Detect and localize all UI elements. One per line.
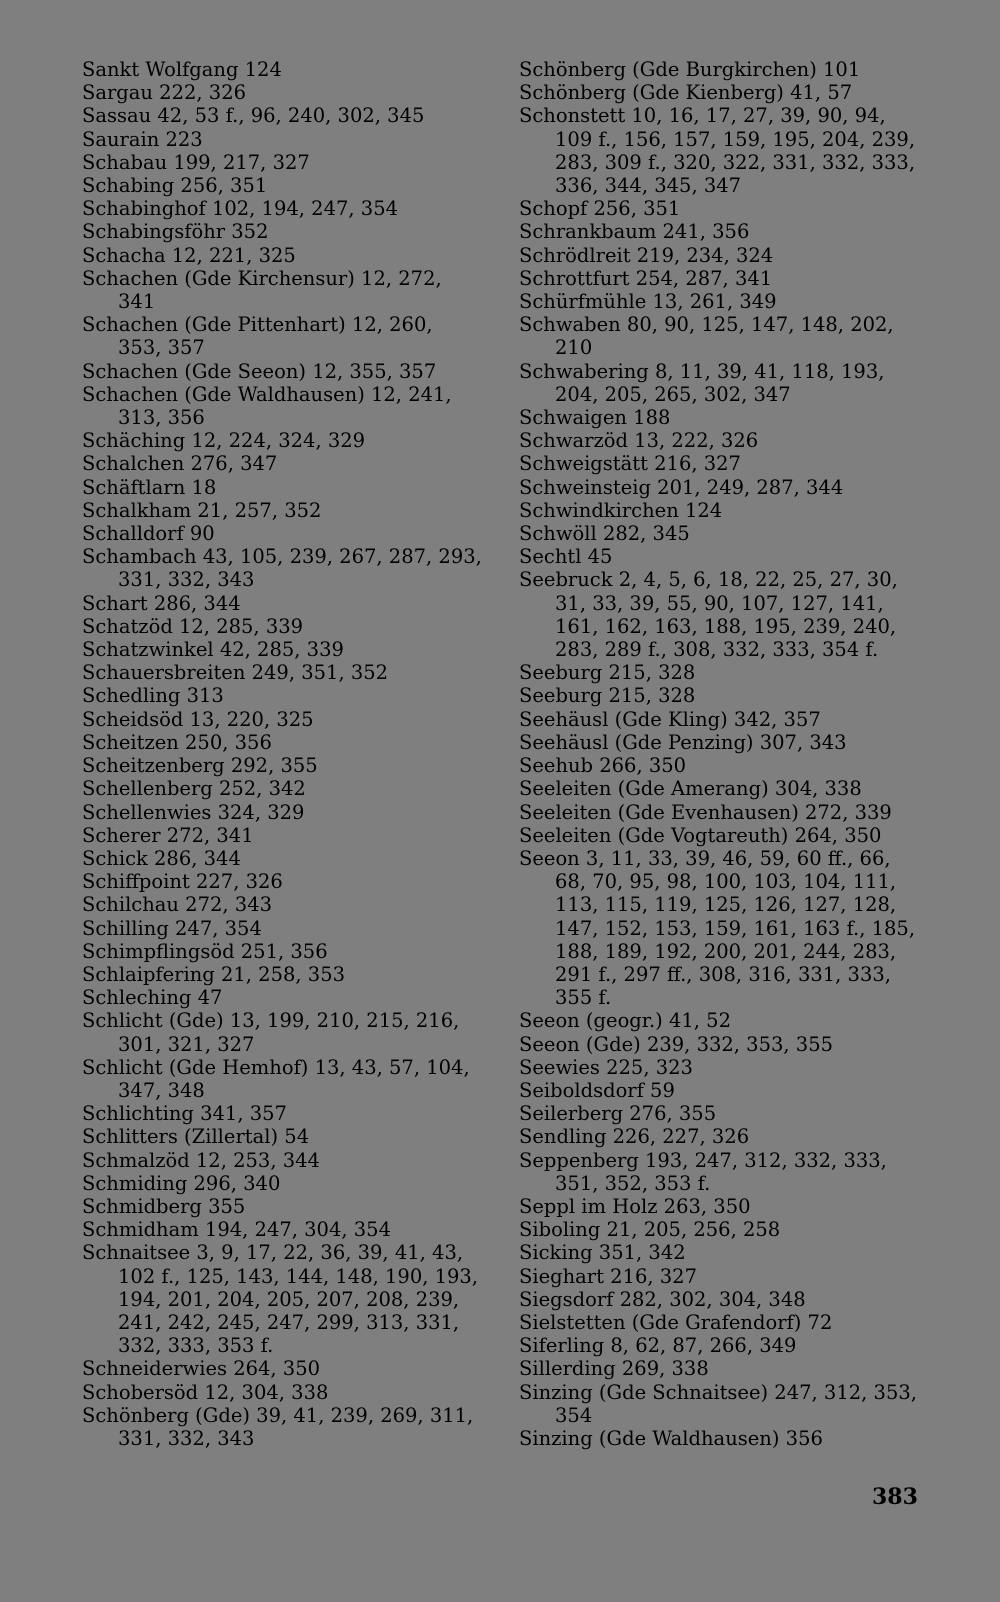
index-entry: Schlaipfering 21, 258, 353: [82, 962, 346, 986]
index-entry: Schwaigen 188: [519, 406, 671, 430]
index-entry: Schellenwies 324, 329: [82, 800, 305, 824]
index-entry: Schonstett 10, 16, 17, 27, 39, 90, 94, 109 f., 156, 157, 159, 195, 204, 239, 283, 309 f., 320, 322, 331, 332, 333, 336, 344, 345, 347: [519, 104, 916, 198]
index-entry: Schabingsföhr 352: [82, 220, 269, 244]
index-entry: Sielstetten (Gde Grafendorf) 72: [519, 1310, 833, 1334]
index-entry: Sinzing (Gde Waldhausen) 356: [519, 1426, 823, 1450]
index-entry: Schäching 12, 224, 324, 329: [82, 429, 366, 453]
index-entry: Schedling 313: [82, 684, 224, 708]
index-entry: Seiboldsdorf 59: [519, 1078, 675, 1102]
index-entry: Scheitzen 250, 356: [82, 730, 272, 754]
index-entry: Schabinghof 102, 194, 247, 354: [82, 197, 399, 221]
index-entry: Schlitters (Zillertal) 54: [82, 1125, 310, 1149]
index-entry: Sicking 351, 342: [519, 1241, 686, 1265]
index-entry: Schimpflingsöd 251, 356: [82, 939, 328, 963]
index-entry: Schwarzöd 13, 222, 326: [519, 429, 759, 453]
index-entry: Schmidham 194, 247, 304, 354: [82, 1218, 391, 1242]
index-column-right: [519, 58, 919, 1450]
index-entry: Sassau 42, 53 f., 96, 240, 302, 345: [82, 104, 425, 128]
index-entry: Schweigstätt 216, 327: [519, 452, 741, 476]
index-entry: Seeon 3, 11, 33, 39, 46, 59, 60 ff., 66, 68, 70, 95, 98, 100, 103, 104, 111, 113, 115, 119, 125, 126, 127, 128, 147, 152, 153, 159, 161, 163 f., 185, 188, 189, 192, 200, 201, 244, 283, 291 f., 297 ff., 308, 316, 331, 333, 355 f.: [519, 846, 916, 1010]
index-entry: Schmalzöd 12, 253, 344: [82, 1148, 320, 1172]
index-entry: Schönberg (Gde Kienberg) 41, 57: [519, 81, 853, 105]
index-entry: Schachen (Gde Waldhausen) 12, 241, 313, 356: [82, 382, 452, 430]
index-entry: Schwöll 282, 345: [519, 522, 690, 546]
index-entry: Schatzwinkel 42, 285, 339: [82, 638, 344, 662]
index-entry: Siferling 8, 62, 87, 266, 349: [519, 1334, 797, 1358]
index-entry: Schachen (Gde Pittenhart) 12, 260, 353, 357: [82, 313, 433, 360]
index-entry: Scheidsöd 13, 220, 325: [82, 707, 314, 731]
index-entry: Seeleiten (Gde Amerang) 304, 338: [519, 777, 862, 801]
index-entry: Schacha 12, 221, 325: [82, 243, 296, 267]
index-entry: Seebruck 2, 4, 5, 6, 18, 22, 25, 27, 30, 31, 33, 39, 55, 90, 107, 127, 141, 161, 162, 163, 188, 195, 239, 240, 283, 289 f., 308, 332, 333, 354 f.: [519, 568, 898, 662]
index-entry: Sankt Wolfgang 124: [82, 58, 282, 81]
index-entry: Schönberg (Gde Burgkirchen) 101: [519, 58, 861, 81]
index-entry: Schachen (Gde Seeon) 12, 355, 357: [82, 359, 437, 383]
index-entry: Schambach 43, 105, 239, 267, 287, 293, 331, 332, 343: [82, 545, 482, 592]
index-entry: Schweinsteig 201, 249, 287, 344: [519, 475, 844, 499]
index-entry: Schönberg (Gde) 39, 41, 239, 269, 311, 331, 332, 343: [82, 1403, 474, 1450]
index-entry: Siboling 21, 205, 256, 258: [519, 1218, 781, 1242]
index-entry: Saurain 223: [82, 127, 203, 151]
index-entry: Schachen (Gde Kirchensur) 12, 272, 341: [82, 266, 442, 314]
index-entry: Sinzing (Gde Schnaitsee) 247, 312, 353, 354: [519, 1380, 917, 1427]
index-entry: Schlichting 341, 357: [82, 1102, 287, 1126]
index-entry: Schwindkirchen 124: [519, 498, 723, 522]
index-entry: Siegsdorf 282, 302, 304, 348: [519, 1287, 806, 1311]
index-entry: Schalldorf 90: [82, 522, 215, 546]
page-number: 383: [872, 1484, 918, 1510]
index-entry: Seehäusl (Gde Penzing) 307, 343: [519, 730, 847, 754]
index-entry: Schick 286, 344: [82, 846, 241, 870]
index-entry: Schauersbreiten 249, 351, 352: [82, 661, 389, 685]
index-entry: Schürfmühle 13, 261, 349: [519, 290, 777, 314]
index-entry: Schneiderwies 264, 350: [82, 1357, 321, 1381]
index-entry: Schopf 256, 351: [519, 197, 681, 221]
index-entry: Sendling 226, 227, 326: [519, 1125, 750, 1149]
index-entry: Sechtl 45: [519, 545, 613, 569]
index-entry: Schellenberg 252, 342: [82, 777, 306, 801]
index-entry: Schalkham 21, 257, 352: [82, 498, 322, 522]
index-entry: Schalchen 276, 347: [82, 452, 278, 476]
index-entry: Schwaben 80, 90, 125, 147, 148, 202, 210: [519, 313, 894, 360]
index-entry: Schwabering 8, 11, 39, 41, 118, 193, 204, 205, 265, 302, 347: [519, 359, 885, 406]
index-entry: Schart 286, 344: [82, 591, 241, 615]
index-column-left: [82, 58, 482, 1450]
index-entry: Sieghart 216, 327: [519, 1264, 697, 1288]
index-entry: Schilchau 272, 343: [82, 893, 273, 917]
index-entry: Seppenberg 193, 247, 312, 332, 333, 351, 352, 353 f.: [519, 1148, 887, 1195]
index-entry: Scherer 272, 341: [82, 823, 254, 847]
index-entry: Schatzöd 12, 285, 339: [82, 614, 304, 638]
index-entry: Schrankbaum 241, 356: [519, 220, 750, 244]
index-entry: Schabing 256, 351: [82, 174, 268, 198]
index-entry: Scheitzenberg 292, 355: [82, 754, 318, 778]
index-entry: Schleching 47: [82, 986, 223, 1010]
index-entry: Schrödlreit 219, 234, 324: [519, 243, 774, 267]
index-entry: Seeburg 215, 328: [519, 661, 696, 685]
index-entry: Seehäusl (Gde Kling) 342, 357: [519, 707, 821, 731]
index-entry: Schmidberg 355: [82, 1194, 246, 1218]
index-entry: Schobersöd 12, 304, 338: [82, 1380, 329, 1404]
index-entry: Seilerberg 276, 355: [519, 1102, 717, 1126]
index-entry: Seeleiten (Gde Evenhausen) 272, 339: [519, 800, 892, 824]
index-entry: Sargau 222, 326: [82, 81, 247, 105]
index-entry: Schmiding 296, 340: [82, 1171, 281, 1195]
index-entry: Seehub 266, 350: [519, 754, 687, 778]
index-entry: Seeburg 215, 328: [519, 684, 696, 708]
index-entry: Schilling 247, 354: [82, 916, 262, 940]
index-entry: Schnaitsee 3, 9, 17, 22, 36, 39, 41, 43, 102 f., 125, 143, 144, 148, 190, 193, 194, 201, 204, 205, 207, 208, 239, 241, 242, 245, 247, 299, 313, 331, 332, 333, 353 f.: [82, 1241, 479, 1358]
index-entry: Schäftlarn 18: [82, 475, 217, 499]
index-entry: Seppl im Holz 263, 350: [519, 1194, 751, 1218]
index-entry: Schabau 199, 217, 327: [82, 150, 310, 174]
index-entry: Seeleiten (Gde Vogtareuth) 264, 350: [519, 823, 882, 847]
index-entry: Schrottfurt 254, 287, 341: [519, 266, 773, 290]
index-entry: Schlicht (Gde) 13, 199, 210, 215, 216, 301, 321, 327: [82, 1009, 460, 1056]
index-entry: Schlicht (Gde Hemhof) 13, 43, 57, 104, 347, 348: [82, 1055, 470, 1102]
index-entry: Schiffpoint 227, 326: [82, 870, 283, 894]
index-entry: Seewies 225, 323: [519, 1055, 693, 1079]
index-entry: Seeon (Gde) 239, 332, 353, 355: [519, 1032, 834, 1056]
index-entry: Sillerding 269, 338: [519, 1357, 709, 1381]
index-entry: Seeon (geogr.) 41, 52: [519, 1009, 731, 1033]
